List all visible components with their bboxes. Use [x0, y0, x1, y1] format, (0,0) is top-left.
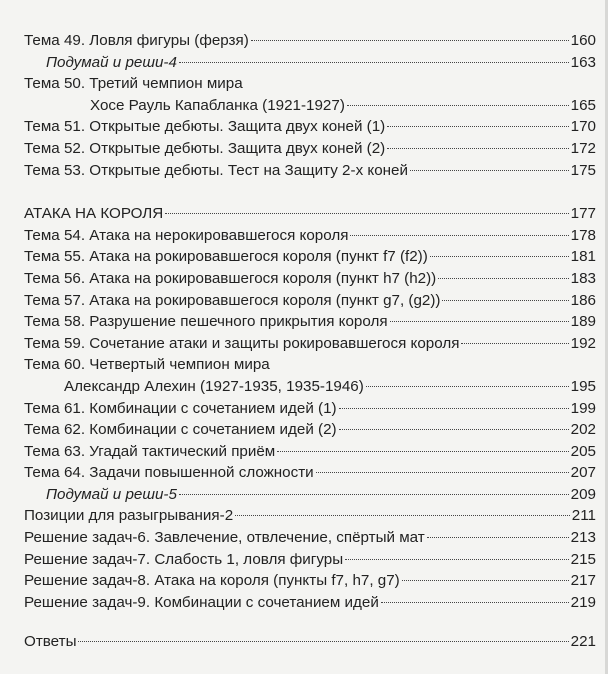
toc-entry-page: 217 [570, 572, 596, 590]
toc-entry-page: 213 [570, 529, 596, 547]
toc-entry-title: Тема 56. Атака на рокировавшегося короля (пункт h7 (h2)) [24, 269, 437, 287]
toc-entry [24, 354, 596, 376]
toc-entry [24, 441, 596, 463]
dot-leader [438, 278, 568, 279]
dot-leader [402, 580, 569, 581]
dot-leader [390, 321, 569, 322]
dot-leader [235, 515, 570, 516]
dot-leader [387, 126, 568, 127]
dot-leader [430, 256, 569, 257]
toc-entry [24, 592, 596, 614]
toc-entry [24, 527, 596, 549]
toc-entry-title: Тема 51. Открытые дебюты. Защита двух коней (1) [24, 118, 386, 136]
toc-entry-title: Тема 61. Комбинации с сочетанием идей (1) [24, 399, 337, 417]
toc-entry-page: 186 [570, 291, 596, 309]
toc-entry-title: Решение задач-7. Слабость 1, ловля фигуры [24, 550, 344, 568]
toc-entry-page: 165 [570, 96, 596, 114]
toc-entry [24, 160, 596, 182]
toc-entry-page: 189 [570, 313, 596, 331]
toc-entry [24, 268, 596, 290]
dot-leader [78, 641, 568, 642]
toc-section-heading [24, 203, 596, 225]
dot-leader [251, 40, 569, 41]
toc-entry [24, 30, 596, 52]
dot-leader [366, 386, 569, 387]
dot-leader [339, 429, 569, 430]
dot-leader [339, 408, 569, 409]
toc-entry-title: Подумай и реши-4 [46, 53, 177, 71]
toc-entry-title: Решение задач-6. Завлечение, отвлечение, спёртый мат [24, 529, 425, 547]
toc-entry-page: 178 [570, 226, 596, 244]
toc-entry [24, 52, 596, 74]
toc-entry-page: 199 [570, 399, 596, 417]
toc-entry [24, 570, 596, 592]
toc-entry-title: Тема 53. Открытые дебюты. Тест на Защиту 2-х коней [24, 161, 408, 179]
toc-entry-title: Тема 62. Комбинации с сочетанием идей (2) [24, 421, 337, 439]
toc-entry-page: 181 [570, 248, 596, 266]
dot-leader [442, 300, 568, 301]
toc-entry-title: Решение задач-8. Атака на короля (пункты f7, h7, g7) [24, 572, 400, 590]
dot-leader [461, 343, 568, 344]
toc-entry-page: 170 [570, 118, 596, 136]
dot-leader [387, 148, 568, 149]
dot-leader [345, 559, 569, 560]
toc-entry [24, 311, 596, 333]
dot-leader [427, 537, 569, 538]
toc-entry-title: Тема 52. Открытые дебюты. Защита двух коней (2) [24, 139, 386, 157]
toc-entry [24, 333, 596, 355]
section-spacer [24, 181, 596, 203]
toc-entry-title: Подумай и реши-5 [46, 485, 177, 503]
dot-leader [165, 213, 568, 214]
toc-entry-page: 211 [571, 507, 596, 525]
toc-entry [24, 484, 596, 506]
toc-entry-page: 160 [570, 32, 596, 49]
dot-leader [410, 170, 569, 171]
toc-entry-title: Тема 50. Третий чемпион мира [24, 75, 243, 93]
toc-entry-title: Александр Алехин (1927-1935, 1935-1946) [64, 377, 364, 395]
toc-entry [24, 138, 596, 160]
toc-entry [24, 462, 596, 484]
toc-entry-page: 177 [570, 205, 596, 223]
section-spacer [24, 613, 596, 631]
toc-entry [24, 419, 596, 441]
toc-entry-page: 215 [570, 550, 596, 568]
toc-entry [24, 225, 596, 247]
toc-entry-page: 207 [570, 464, 596, 482]
toc-entry-page: 202 [570, 421, 596, 439]
toc-entry [24, 549, 596, 571]
toc-entry-title: Позиции для разыгрывания-2 [24, 507, 234, 525]
toc-entry-page: 205 [570, 442, 596, 460]
toc-entry [24, 246, 596, 268]
toc-entry [24, 398, 596, 420]
dot-leader [179, 62, 569, 63]
toc-entry [24, 73, 596, 95]
toc-entry-page: 219 [570, 593, 596, 611]
toc-entry-page: 183 [570, 269, 596, 287]
toc-entry-title: Тема 49. Ловля фигуры (ферзя) [24, 32, 249, 49]
dot-leader [350, 235, 568, 236]
toc-entry [24, 505, 596, 527]
toc-entry-title: Тема 59. Сочетание атаки и защиты рокировавшегося короля [24, 334, 460, 352]
toc-entry-title: Тема 58. Разрушение пешечного прикрытия короля [24, 313, 388, 331]
toc-entry-title: Тема 60. Четвертый чемпион мира [24, 356, 270, 374]
toc-entry-page: 221 [570, 633, 596, 651]
toc-entry [24, 116, 596, 138]
toc-entry-title: Решение задач-9. Комбинации с сочетанием идей [24, 593, 379, 611]
toc-entry-page: 175 [570, 161, 596, 179]
dot-leader [316, 472, 569, 473]
dot-leader [381, 602, 569, 603]
toc-entry-page: 192 [570, 334, 596, 352]
toc-entry-title: Тема 54. Атака на нерокировавшегося короля [24, 226, 349, 244]
toc-section-title: АТАКА НА КОРОЛЯ [24, 205, 164, 223]
dot-leader [277, 451, 568, 452]
toc-entry-title: Хосе Рауль Капабланка (1921-1927) [90, 96, 345, 114]
toc-entry [24, 631, 596, 653]
toc-entry-title: Тема 55. Атака на рокировавшегося короля (пункт f7 (f2)) [24, 248, 428, 266]
toc-entry [24, 290, 596, 312]
toc-entry-page: 195 [570, 377, 596, 395]
toc-entry-continuation [24, 95, 596, 117]
table-of-contents [24, 30, 596, 653]
toc-entry-title: Ответы [24, 633, 77, 651]
toc-entry-continuation [24, 376, 596, 398]
toc-entry-page: 163 [570, 53, 596, 71]
dot-leader [179, 494, 569, 495]
dot-leader [347, 105, 569, 106]
toc-entry-page: 172 [570, 139, 596, 157]
toc-entry-title: Тема 57. Атака на рокировавшегося короля (пункт g7, (g2)) [24, 291, 441, 309]
toc-entry-title: Тема 64. Задачи повышенной сложности [24, 464, 314, 482]
toc-entry-page: 209 [570, 485, 596, 503]
toc-entry-title: Тема 63. Угадай тактический приём [24, 442, 276, 460]
